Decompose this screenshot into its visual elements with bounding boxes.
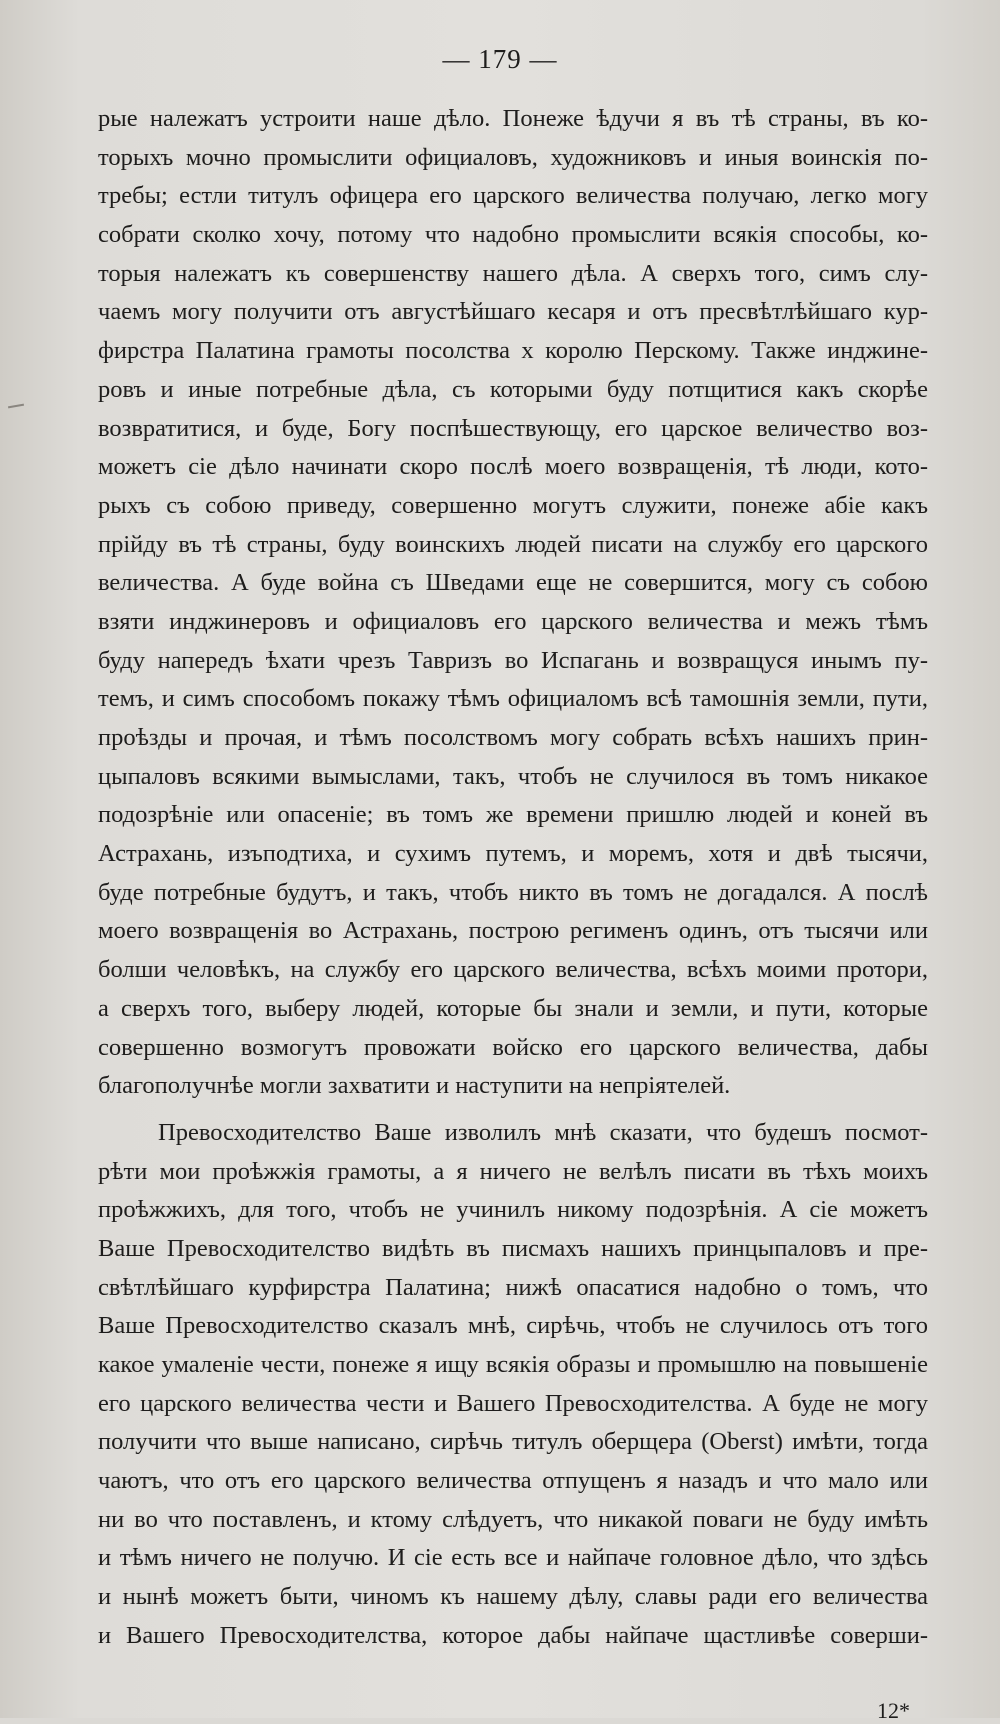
text-line: Ваше Превосходителство видѣть въ писмахъ нашихъ принцыпаловъ и пре-: [98, 1234, 928, 1262]
text-line: и Вашего Превосходителства, которое дабы найпаче щастливѣе соверши-: [98, 1621, 928, 1649]
text-line: фирстра Палатина грамоты посолства х королю Перскому. Также инджине-: [98, 337, 928, 365]
text-line: цыпаловъ всякими вымыслами, такъ, чтобъ не случилося въ томъ никакое: [98, 762, 928, 790]
page-number: — 179 —: [442, 44, 558, 74]
paragraph-2: [98, 1114, 928, 1656]
text-line: болши человѣкъ, на службу его царского величества, всѣхъ моими протори,: [98, 956, 928, 984]
text-line: и нынѣ можетъ быти, чиномъ къ нашему дѣлу, славы ради его величества: [98, 1583, 928, 1611]
text-line: а сверхъ того, выберу людей, которые бы знали и земли, и пути, которые: [98, 994, 928, 1022]
text-line: совершенно возмогутъ провожати войско его царского величества, дабы: [98, 1033, 928, 1061]
text-line: рѣти мои проѣжжія грамоты, а я ничего не велѣлъ писати въ тѣхъ моихъ: [98, 1157, 928, 1185]
text-line: буде потребные будутъ, и такъ, чтобъ никто въ томъ не догадался. А послѣ: [98, 878, 928, 906]
text-line: торыхъ мочно промыслити официаловъ, художниковъ и иныя воинскія по-: [98, 143, 928, 171]
text-line: Астрахань, изъподтиха, и сухимъ путемъ, и моремъ, хотя и двѣ тысячи,: [98, 840, 928, 868]
text-line: проѣзды и прочая, и тѣмъ посолствомъ могу собрать всѣхъ нашихъ прин-: [98, 724, 928, 751]
text-line: проѣжжихъ, для того, чтобъ не учинилъ никому подозрѣнія. А сіе можетъ: [98, 1196, 928, 1224]
text-line: Превосходителство Ваше изволилъ мнѣ сказати, что будешъ посмот-: [158, 1118, 928, 1146]
text-line: взяти инджинеровъ и официаловъ его царского величества и межъ тѣмъ: [98, 607, 928, 635]
text-line: подозрѣніе или опасеніе; въ томъ же времени пришлю людей и коней въ: [98, 801, 928, 829]
text-line: торыя належатъ къ совершенству нашего дѣла. А сверхъ того, симъ слу-: [98, 259, 928, 287]
signature-mark: 12*: [877, 1698, 910, 1723]
text-line: благополучнѣе могли захватити и наступити на непріятелей.: [98, 1072, 731, 1100]
text-line: требы; естли титулъ офицера его царского величества получаю, легко могу: [98, 182, 928, 210]
text-line: Ваше Превосходителство сказалъ мнѣ, сирѣчь, чтобъ не случилось отъ того: [98, 1312, 928, 1340]
text-line: какое умаленіе чести, понеже я ищу всякія образы и промышлю на повышеніе: [98, 1351, 928, 1378]
text-line: получити что выше написано, сирѣчь титулъ оберщера (Oberst) имѣти, тогда: [98, 1428, 928, 1456]
text-line: свѣтлѣйшаго курфирстра Палатина; нижѣ опасатися надобно о томъ, что: [98, 1273, 928, 1301]
paragraph-gap: [98, 1106, 928, 1114]
text-line: ровъ и иные потребные дѣла, съ которыми буду потщитися какъ скорѣе: [98, 375, 928, 403]
text-line: моего возвращенія во Астрахань, построю регименъ одинъ, отъ тысячи или: [98, 917, 928, 945]
text-line: рыхъ съ собою приведу, совершенно могутъ служити, понеже абіе какъ: [98, 491, 928, 519]
margin-mark: [8, 404, 24, 409]
text-line: и тѣмъ ничего не получю. И сіе есть все и найпаче головное дѣло, что здѣсь: [98, 1544, 928, 1572]
text-line: прійду въ тѣ страны, буду воинскихъ людей писати на службу его царского: [98, 530, 928, 558]
text-line: чаемъ могу получити отъ августѣйшаго кесаря и отъ пресвѣтлѣйшаго кур-: [98, 298, 928, 326]
text-line: собрати сколко хочу, потому что надобно промыслити всякія способы, ко-: [98, 221, 928, 249]
text-line: ни во что поставленъ, и ктому слѣдуетъ, что никакой поваги не буду имѣть: [98, 1505, 928, 1533]
text-line: темъ, и симъ способомъ покажу тѣмъ официаломъ всѣ тамошнія земли, пути,: [98, 685, 928, 713]
text-line: рые належатъ устроити наше дѣло. Понеже ѣдучи я въ тѣ страны, въ ко-: [98, 105, 928, 132]
text-line: буду напередъ ѣхати чрезъ Тавризъ во Испагань и возвращуся инымъ пу-: [98, 646, 928, 674]
text-line: его царского величества чести и Вашего Превосходителства. А буде не могу: [98, 1389, 928, 1417]
body-text: [98, 100, 928, 1656]
text-line: чаютъ, что отъ его царского величества отпущенъ я назадъ и что мало или: [98, 1467, 928, 1495]
text-line: можетъ сіе дѣло начинати скоро послѣ моего возвращенія, тѣ люди, кото-: [98, 453, 928, 481]
text-line: величества. А буде война съ Шведами еще не совершится, могу съ собою: [98, 569, 928, 597]
paragraph-1: [98, 100, 928, 1106]
text-line: возвратитися, и буде, Богу поспѣшествующу, его царское величество воз-: [98, 414, 928, 442]
